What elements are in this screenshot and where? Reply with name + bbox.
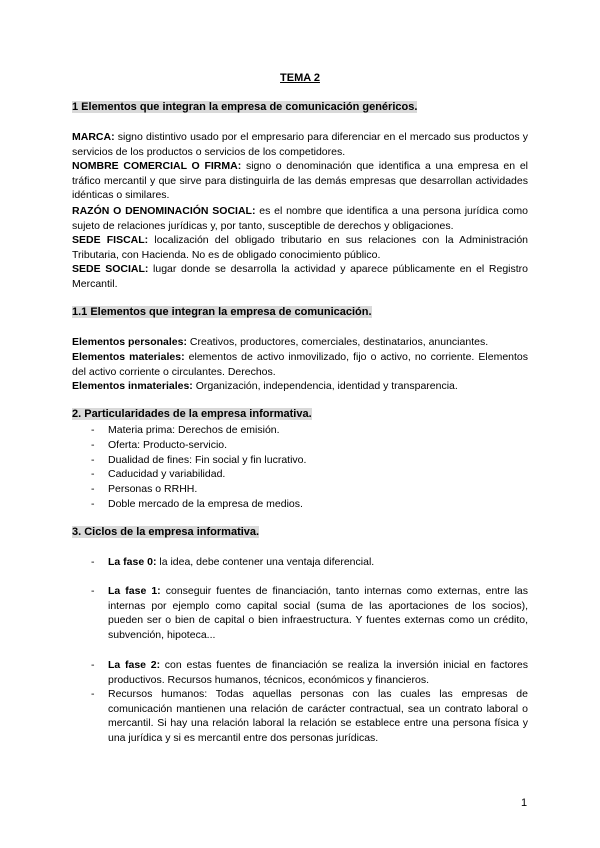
fase-0-item: - La fase 0: la idea, debe contener una ventaja diferencial.: [91, 556, 375, 568]
section-2-heading: 2. Particularidades de la empresa informativa.: [72, 408, 312, 420]
page-number: 1: [521, 797, 528, 809]
list-item: - Caducidad y variabilidad.: [91, 468, 226, 480]
section-1-heading: 1 Elementos que integran la empresa de comunicación genéricos.: [72, 101, 418, 113]
elementos-inmateriales: Elementos inmateriales: Organización, independencia, identidad y transparencia.: [72, 380, 458, 392]
list-item: - Oferta: Producto-servicio.: [91, 439, 228, 451]
def-razon-social: RAZÓN O DENOMINACIÓN SOCIAL: es el nombre que identifica a una persona jurídica como sujeto de relaciones jurídicas y, por tanto, susceptible de derechos y obligaciones.: [72, 205, 529, 232]
page-title: TEMA 2: [280, 72, 320, 84]
list-item: - Doble mercado de la empresa de medios.: [91, 498, 303, 510]
elementos-materiales: Elementos materiales: elementos de activo inmovilizado, fijo o activo, no corriente. Elementos del activo corriente o circulantes. Derechos.: [72, 351, 528, 378]
elementos-personales: Elementos personales: Creativos, productores, comerciales, destinatarios, anunciantes.: [72, 336, 489, 348]
def-nombre-comercial: NOMBRE COMERCIAL O FIRMA: signo o denominación que identifica a una empresa en el tráfico mercantil y que sirve para distinguirla de las demás empresas que desarrollan actividades idénticas o similares.: [72, 160, 528, 201]
section-1-1-heading: 1.1 Elementos que integran la empresa de comunicación.: [72, 306, 372, 318]
section-3-heading: 3. Ciclos de la empresa informativa.: [72, 526, 260, 538]
fase-2-item: - La fase 2: con estas fuentes de financiación se realiza la inversión inicial en factores productivos. Recursos humanos, técnicos, económicos y financieros.: [91, 659, 528, 686]
def-sede-social: SEDE SOCIAL: lugar donde se desarrolla la actividad y aparece públicamente en el Registro Mercantil.: [72, 263, 528, 290]
list-item: - Materia prima: Derechos de emisión.: [91, 424, 280, 436]
list-item: - Dualidad de fines: Fin social y fin lucrativo.: [91, 454, 307, 466]
fase-1-item: - La fase 1: conseguir fuentes de financiación, tanto internas como externas, entre las internas por ejemplo como capital social (suma de las aportaciones de los socios), pueden ser o bien de capital o bien infraestructura. Y fuentes externas como un crédito, subvención, hipoteca...: [91, 585, 528, 641]
list-item: - Personas o RRHH.: [91, 483, 198, 495]
def-marca: MARCA: signo distintivo usado por el empresario para diferenciar en el mercado sus productos y servicios de los productos o servicios de los competidores.: [72, 131, 528, 158]
recursos-humanos-item: - Recursos humanos: Todas aquellas personas con las cuales las empresas de comunicación mantienen una relación de carácter contractual, sea un contrato laboral o mercantil. Si hay una relación laboral la relación se establece entre una persona física y una jurídica y si es mercantil entre dos personas jurídicas.: [91, 688, 528, 744]
def-sede-fiscal: SEDE FISCAL: localización del obligado tributario en sus relaciones con la Administración Tributaria, con Hacienda. No es de obligado conocimiento público.: [72, 234, 529, 261]
